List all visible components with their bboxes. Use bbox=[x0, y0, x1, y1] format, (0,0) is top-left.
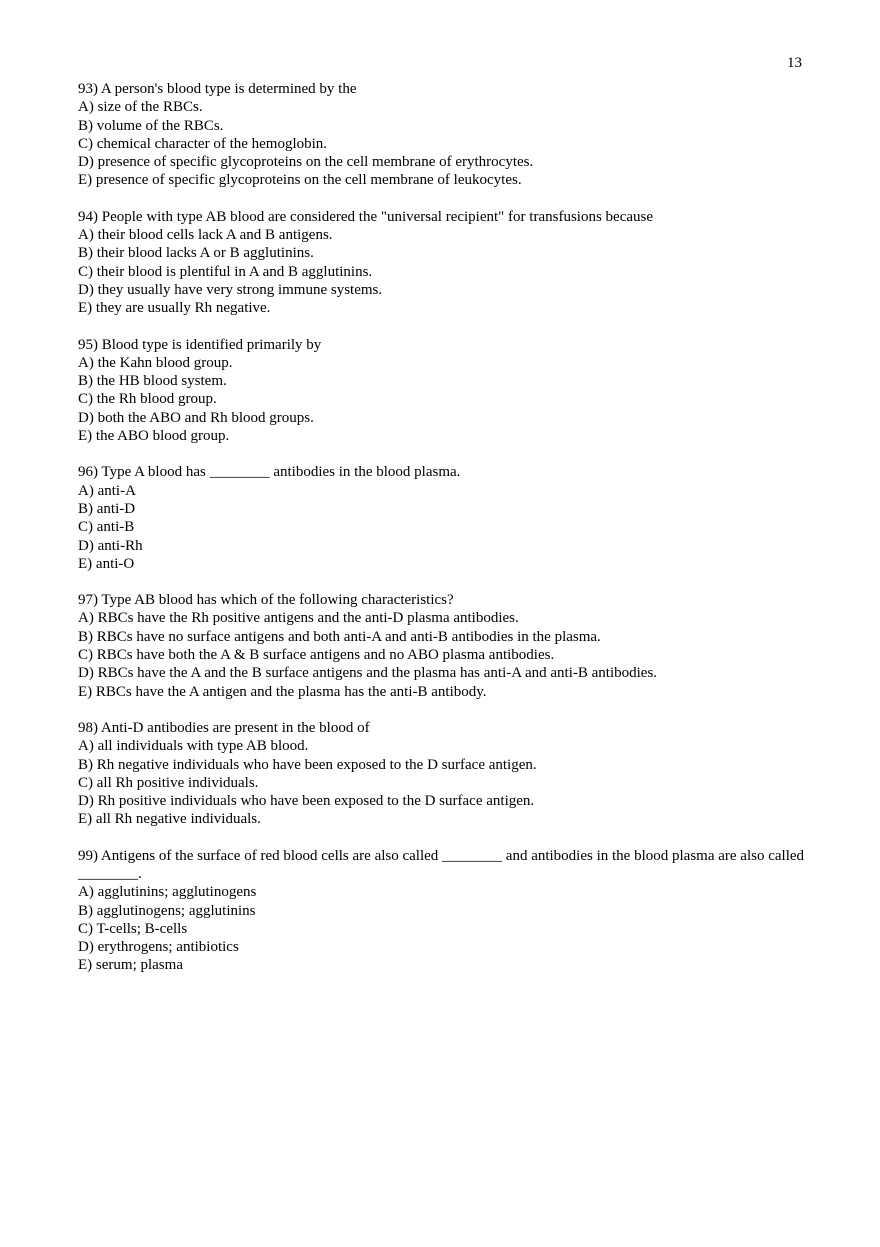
answer-option-c: C) all Rh positive individuals. bbox=[78, 774, 259, 791]
answer-option-e: E) all Rh negative individuals. bbox=[78, 811, 261, 828]
question-text: 97) Type AB blood has which of the following characteristics? bbox=[78, 592, 454, 609]
question-94 bbox=[78, 208, 808, 318]
answer-option-c: C) anti-B bbox=[78, 519, 135, 536]
question-text: 96) Type A blood has ________ antibodies in the blood plasma. bbox=[78, 464, 461, 481]
answer-option-e: E) serum; plasma bbox=[78, 957, 183, 974]
answer-option-d: D) anti-Rh bbox=[78, 537, 143, 554]
answer-option-b: B) volume of the RBCs. bbox=[78, 117, 224, 134]
question-99 bbox=[78, 847, 808, 975]
answer-option-a: A) anti-A bbox=[78, 482, 136, 499]
question-text: 94) People with type AB blood are considered the "universal recipient" for transfusions because bbox=[78, 208, 654, 225]
answer-option-e: E) they are usually Rh negative. bbox=[78, 300, 271, 317]
answer-option-c: C) chemical character of the hemoglobin. bbox=[78, 135, 328, 152]
question-text: 93) A person's blood type is determined by the bbox=[78, 81, 357, 97]
answer-option-a: A) their blood cells lack A and B antigens. bbox=[78, 227, 333, 244]
answer-option-e: E) presence of specific glycoproteins on the cell membrane of leukocytes. bbox=[78, 172, 522, 189]
question-98 bbox=[78, 719, 808, 829]
page-number: 13 bbox=[787, 55, 802, 71]
answer-option-a: A) the Kahn blood group. bbox=[78, 354, 233, 371]
answer-option-a: A) size of the RBCs. bbox=[78, 99, 203, 116]
answer-option-c: C) their blood is plentiful in A and B agglutinins. bbox=[78, 263, 373, 280]
answer-option-b: B) the HB blood system. bbox=[78, 373, 227, 390]
answer-option-d: D) they usually have very strong immune systems. bbox=[78, 281, 383, 298]
answer-option-e: E) anti-O bbox=[78, 555, 135, 572]
answer-option-a: A) agglutinins; agglutinogens bbox=[78, 884, 257, 901]
question-text: 95) Blood type is identified primarily by bbox=[78, 336, 322, 353]
question-text: 98) Anti-D antibodies are present in the blood of bbox=[78, 719, 370, 736]
answer-option-c: C) the Rh blood group. bbox=[78, 391, 217, 408]
answer-option-a: A) RBCs have the Rh positive antigens and the anti-D plasma antibodies. bbox=[78, 610, 519, 627]
answer-option-b: B) anti-D bbox=[78, 500, 136, 517]
question-95 bbox=[78, 336, 808, 446]
answer-option-d: D) presence of specific glycoproteins on the cell membrane of erythrocytes. bbox=[78, 154, 534, 171]
answer-option-c: C) RBCs have both the A & B surface antigens and no ABO plasma antibodies. bbox=[78, 647, 555, 664]
question-93 bbox=[78, 80, 808, 190]
question-list bbox=[78, 80, 808, 993]
answer-option-e: E) RBCs have the A antigen and the plasma has the anti-B antibody. bbox=[78, 683, 487, 700]
answer-option-d: D) RBCs have the A and the B surface antigens and the plasma has anti-A and anti-B antibodies. bbox=[78, 665, 658, 682]
question-text: 99) Antigens of the surface of red blood cells are also called ________ and antibodies in the blood plasma are also called ________. bbox=[78, 847, 805, 882]
answer-option-b: B) agglutinogens; agglutinins bbox=[78, 902, 256, 919]
answer-option-d: D) erythrogens; antibiotics bbox=[78, 939, 239, 956]
answer-option-b: B) RBCs have no surface antigens and both anti-A and anti-B antibodies in the plasma. bbox=[78, 628, 601, 645]
answer-option-b: B) their blood lacks A or B agglutinins. bbox=[78, 245, 314, 262]
answer-option-c: C) T-cells; B-cells bbox=[78, 920, 188, 937]
answer-option-e: E) the ABO blood group. bbox=[78, 428, 230, 445]
question-96 bbox=[78, 463, 808, 573]
answer-option-a: A) all individuals with type AB blood. bbox=[78, 738, 309, 755]
question-97 bbox=[78, 591, 808, 701]
answer-option-d: D) Rh positive individuals who have been exposed to the D surface antigen. bbox=[78, 793, 535, 810]
answer-option-d: D) both the ABO and Rh blood groups. bbox=[78, 409, 314, 426]
answer-option-b: B) Rh negative individuals who have been exposed to the D surface antigen. bbox=[78, 756, 537, 773]
